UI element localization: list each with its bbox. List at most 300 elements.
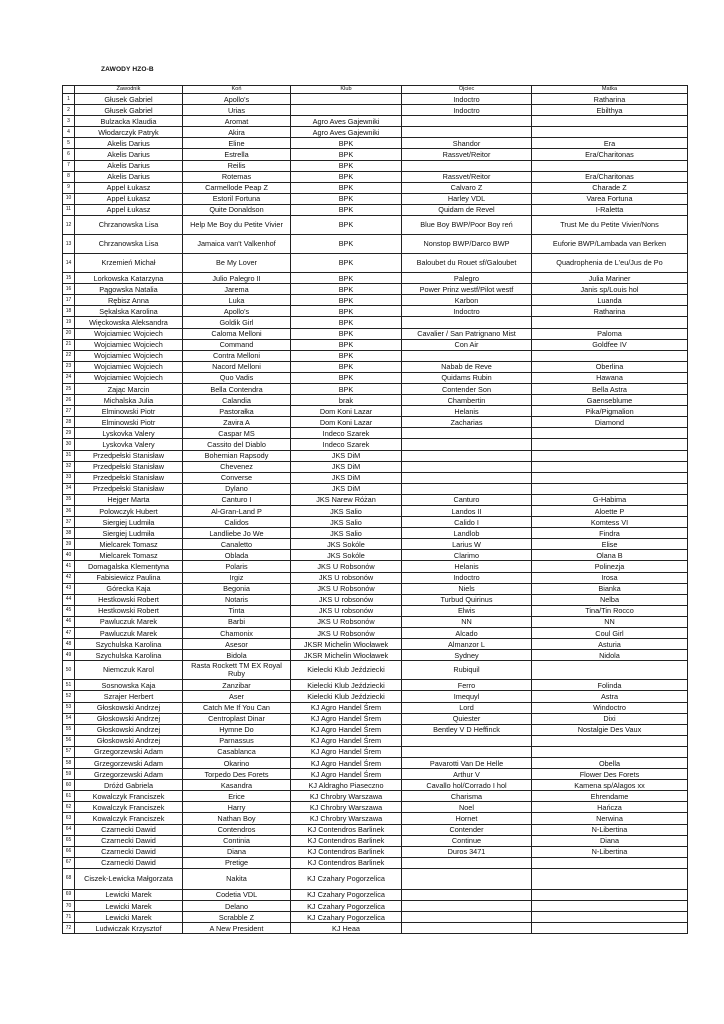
dam-name: Goldfee IV	[532, 339, 688, 350]
sire-name: Noel	[402, 802, 532, 813]
sire-name: Quiester	[402, 713, 532, 724]
sire-name: NN	[402, 616, 532, 627]
sire-name: Calido I	[402, 517, 532, 528]
sire-name	[402, 857, 532, 868]
dam-name: Hańcza	[532, 802, 688, 813]
sire-name: Bentley V D Heffinck	[402, 724, 532, 735]
dam-name: Bianka	[532, 583, 688, 594]
horse-name: Erice	[183, 791, 291, 802]
table-row	[63, 561, 688, 572]
row-number: 72	[63, 923, 75, 934]
sire-name: Indoctro	[402, 105, 532, 116]
horse-name: Harry	[183, 802, 291, 813]
sire-name: Imequyl	[402, 691, 532, 702]
table-row	[63, 417, 688, 428]
rider-name: Czarnecki Dawid	[75, 835, 183, 846]
table-row	[63, 550, 688, 561]
table-row	[63, 824, 688, 835]
dam-name	[532, 127, 688, 138]
sire-name	[402, 116, 532, 127]
rider-name: Sękalska Karolina	[75, 306, 183, 317]
dam-name: Charade Z	[532, 182, 688, 193]
horse-name: Catch Me If You Can	[183, 702, 291, 713]
club-name: Indeco Szarek	[291, 439, 402, 450]
table-row	[63, 439, 688, 450]
horse-name: Rotemas	[183, 171, 291, 182]
row-number: 24	[63, 372, 75, 383]
horse-name: Canturo I	[183, 494, 291, 505]
sire-name: Larius W	[402, 539, 532, 550]
dam-name: Luanda	[532, 295, 688, 306]
sire-name	[402, 735, 532, 746]
horse-name: Caloma Melloni	[183, 328, 291, 339]
row-number: 56	[63, 735, 75, 746]
row-number: 14	[63, 254, 75, 273]
horse-name: Reilis	[183, 160, 291, 171]
table-body	[63, 94, 688, 934]
sire-name: Niels	[402, 583, 532, 594]
club-name: JKS Salio	[291, 517, 402, 528]
row-number: 34	[63, 483, 75, 494]
rider-name: Krzemień Michał	[75, 254, 183, 273]
sire-name	[402, 428, 532, 439]
dam-name	[532, 472, 688, 483]
dam-name: Era	[532, 138, 688, 149]
table-row	[63, 639, 688, 650]
horse-name: Zanzibar	[183, 680, 291, 691]
rider-name: Hestkowski Robert	[75, 594, 183, 605]
club-name: BPK	[291, 149, 402, 160]
club-name: KJ Agro Handel Śrem	[291, 713, 402, 724]
club-name: KJ Agro Handel Śrem	[291, 746, 402, 757]
rider-name: Wojciamiec Wojciech	[75, 361, 183, 372]
dam-name: Tina/Tin Rocco	[532, 605, 688, 616]
row-number: 47	[63, 628, 75, 639]
row-number: 29	[63, 428, 75, 439]
horse-name: Estoril Fortuna	[183, 193, 291, 204]
dam-name: Oberlina	[532, 361, 688, 372]
dam-name: Irosa	[532, 572, 688, 583]
rider-name: Przedpełski Stanisław	[75, 450, 183, 461]
dam-name: Kamena sp/Alagos xx	[532, 780, 688, 791]
horse-name: Begonia	[183, 583, 291, 594]
horse-name: Asesor	[183, 639, 291, 650]
dam-name	[532, 350, 688, 361]
dam-name: Paloma	[532, 328, 688, 339]
row-number: 7	[63, 160, 75, 171]
dam-name: Bella Astra	[532, 383, 688, 394]
sire-name: Blue Boy BWP/Poor Boy reń	[402, 216, 532, 235]
dam-name: Era/Charitonas	[532, 149, 688, 160]
row-number: 16	[63, 284, 75, 295]
horse-name: Pastorałka	[183, 406, 291, 417]
dam-name: Flower Des Forets	[532, 769, 688, 780]
row-number: 53	[63, 702, 75, 713]
club-name: KJ Heaa	[291, 923, 402, 934]
sire-name: Helanis	[402, 561, 532, 572]
sire-name	[402, 350, 532, 361]
rider-name: Głoskowski Andrzej	[75, 702, 183, 713]
dam-name: Varea Fortuna	[532, 193, 688, 204]
club-name: JKS U robsonów	[291, 605, 402, 616]
dam-name: Aloette P	[532, 506, 688, 517]
dam-name: Folinda	[532, 680, 688, 691]
table-row	[63, 539, 688, 550]
rider-name: Ludwiczak Krzysztof	[75, 923, 183, 934]
table-row	[63, 572, 688, 583]
dam-name: I-Raletta	[532, 204, 688, 215]
dam-name: N-Libertina	[532, 846, 688, 857]
horse-name: Converse	[183, 472, 291, 483]
table-row	[63, 735, 688, 746]
row-number: 70	[63, 901, 75, 912]
club-name: KJ Czahary Pogorzelica	[291, 901, 402, 912]
header-zawodnik: Zawodnik	[75, 86, 183, 94]
horse-name: Calidos	[183, 517, 291, 528]
club-name: BPK	[291, 361, 402, 372]
club-name: BPK	[291, 295, 402, 306]
club-name: JKS DiM	[291, 461, 402, 472]
table-row	[63, 605, 688, 616]
club-name: KJ Chrobry Warszawa	[291, 813, 402, 824]
row-number: 35	[63, 494, 75, 505]
rider-name: Szychulska Karolina	[75, 639, 183, 650]
row-number: 71	[63, 912, 75, 923]
dam-name: Diana	[532, 835, 688, 846]
club-name: Dom Koni Lazar	[291, 417, 402, 428]
table-row	[63, 494, 688, 505]
club-name: KJ Czahary Pogorzelica	[291, 912, 402, 923]
row-number: 45	[63, 605, 75, 616]
club-name: BPK	[291, 383, 402, 394]
row-number: 10	[63, 193, 75, 204]
dam-name: Era/Charitonas	[532, 171, 688, 182]
table-row	[63, 127, 688, 138]
dam-name: Polinezja	[532, 561, 688, 572]
dam-name	[532, 868, 688, 889]
horse-name: Hymne Do	[183, 724, 291, 735]
club-name: JKS Narew Różan	[291, 494, 402, 505]
table-row	[63, 769, 688, 780]
club-name: BPK	[291, 328, 402, 339]
horse-name: Al-Gran-Land P	[183, 506, 291, 517]
rider-name: Pągowska Natalia	[75, 284, 183, 295]
horse-name: Eline	[183, 138, 291, 149]
sire-name: Arthur V	[402, 769, 532, 780]
dam-name	[532, 428, 688, 439]
sire-name: Rassvet/Reitor	[402, 171, 532, 182]
dam-name: Dixi	[532, 713, 688, 724]
row-number: 13	[63, 235, 75, 254]
sire-name	[402, 912, 532, 923]
rider-name: Lorkowska Katarzyna	[75, 273, 183, 284]
sire-name: Contender Son	[402, 383, 532, 394]
sire-name: Indoctro	[402, 94, 532, 105]
row-number: 36	[63, 506, 75, 517]
table-row	[63, 746, 688, 757]
dam-name	[532, 746, 688, 757]
dam-name	[532, 912, 688, 923]
table-row	[63, 691, 688, 702]
row-number: 61	[63, 791, 75, 802]
club-name: KJ Agro Handel Śrem	[291, 724, 402, 735]
club-name: BPK	[291, 204, 402, 215]
row-number: 54	[63, 713, 75, 724]
dam-name: NN	[532, 616, 688, 627]
table-row	[63, 193, 688, 204]
dam-name	[532, 661, 688, 680]
sire-name	[402, 483, 532, 494]
club-name: BPK	[291, 216, 402, 235]
rider-name: Więckowska Aleksandra	[75, 317, 183, 328]
club-name: Indeco Szarek	[291, 428, 402, 439]
sire-name: Indoctro	[402, 572, 532, 583]
horse-name: Be My Lover	[183, 254, 291, 273]
header-klub: Klub	[291, 86, 402, 94]
table-row	[63, 105, 688, 116]
horse-name: Aromat	[183, 116, 291, 127]
row-number: 63	[63, 813, 75, 824]
dam-name: Trust Me du Petite Vivier/Nons	[532, 216, 688, 235]
sire-name: Lord	[402, 702, 532, 713]
club-name: BPK	[291, 350, 402, 361]
sire-name: Indoctro	[402, 306, 532, 317]
row-number: 55	[63, 724, 75, 735]
row-number: 58	[63, 757, 75, 768]
rider-name: Bulzacka Klaudia	[75, 116, 183, 127]
sire-name: Almanzor L	[402, 639, 532, 650]
rider-name: Chrzanowska Lisa	[75, 216, 183, 235]
sire-name: Baloubet du Rouet sf/Galoubet	[402, 254, 532, 273]
sire-name	[402, 127, 532, 138]
horse-name: Notaris	[183, 594, 291, 605]
rider-name: Dróżd Gabriela	[75, 780, 183, 791]
horse-name: Akira	[183, 127, 291, 138]
row-number: 40	[63, 550, 75, 561]
row-number: 1	[63, 94, 75, 105]
document-title: ZAWODY HZO-B	[101, 66, 154, 73]
table-row	[63, 317, 688, 328]
rider-name: Fabisiewicz Paulina	[75, 572, 183, 583]
horse-name: Estrella	[183, 149, 291, 160]
rider-name: Czarnecki Dawid	[75, 857, 183, 868]
dam-name	[532, 857, 688, 868]
horse-name: Apollo's	[183, 94, 291, 105]
sire-name: Rubiquil	[402, 661, 532, 680]
table-row	[63, 506, 688, 517]
sire-name	[402, 889, 532, 900]
row-number: 64	[63, 824, 75, 835]
horse-name: Aser	[183, 691, 291, 702]
rider-name: Głusek Gabriel	[75, 105, 183, 116]
rider-name: Pawluczuk Marek	[75, 616, 183, 627]
dam-name: Ratharina	[532, 306, 688, 317]
rider-name: Appel Łukasz	[75, 193, 183, 204]
row-number: 67	[63, 857, 75, 868]
sire-name	[402, 868, 532, 889]
horse-name: Julio Palegro II	[183, 273, 291, 284]
row-number: 20	[63, 328, 75, 339]
table-row	[63, 594, 688, 605]
rider-name: Głoskowski Andrzej	[75, 713, 183, 724]
rider-name: Zając Marcin	[75, 383, 183, 394]
rider-name: Elminowski Piotr	[75, 417, 183, 428]
table-row	[63, 680, 688, 691]
sire-name: Karbon	[402, 295, 532, 306]
rider-name: Akelis Darius	[75, 171, 183, 182]
sire-name: Cavalier / San Patrignano Mist	[402, 328, 532, 339]
sire-name	[402, 160, 532, 171]
sire-name	[402, 472, 532, 483]
rider-name: Wojciamiec Wojciech	[75, 350, 183, 361]
table-row	[63, 406, 688, 417]
row-number: 22	[63, 350, 75, 361]
row-number: 57	[63, 746, 75, 757]
row-number: 6	[63, 149, 75, 160]
rider-name: Szrajer Herbert	[75, 691, 183, 702]
horse-name: Bella Contendra	[183, 383, 291, 394]
club-name: KJ Czahary Pogorzelica	[291, 889, 402, 900]
club-name: BPK	[291, 339, 402, 350]
rider-name: Mielcarek Tomasz	[75, 539, 183, 550]
table-row	[63, 757, 688, 768]
table-row	[63, 328, 688, 339]
rider-name: Akelis Darius	[75, 149, 183, 160]
horse-name: Help Me Boy du Petite Vivier	[183, 216, 291, 235]
club-name: KJ Czahary Pogorzelica	[291, 868, 402, 889]
dam-name	[532, 901, 688, 912]
rider-name: Lyskovka Valery	[75, 439, 183, 450]
horse-name: Nakita	[183, 868, 291, 889]
table-row	[63, 94, 688, 105]
row-number: 21	[63, 339, 75, 350]
rider-name: Akelis Darius	[75, 138, 183, 149]
rider-name: Siergiej Ludmiła	[75, 528, 183, 539]
club-name: Kielecki Klub Jeździecki	[291, 691, 402, 702]
club-name: KJ Agro Handel Śrem	[291, 769, 402, 780]
row-number: 32	[63, 461, 75, 472]
rider-name: Rębisz Anna	[75, 295, 183, 306]
dam-name: Asturia	[532, 639, 688, 650]
club-name: BPK	[291, 235, 402, 254]
sire-name: Cavallo hol/Corrado I hol	[402, 780, 532, 791]
sire-name: Clarimo	[402, 550, 532, 561]
horse-name: Caspar MS	[183, 428, 291, 439]
dam-name: Nidola	[532, 650, 688, 661]
club-name: BPK	[291, 171, 402, 182]
row-number: 25	[63, 383, 75, 394]
sire-name: Shandor	[402, 138, 532, 149]
sire-name: Nonstop BWP/Darco BWP	[402, 235, 532, 254]
horse-name: Torpedo Des Forets	[183, 769, 291, 780]
row-number: 18	[63, 306, 75, 317]
row-number: 42	[63, 572, 75, 583]
dam-name	[532, 461, 688, 472]
rider-name: Michalska Julia	[75, 395, 183, 406]
dam-name: Nelba	[532, 594, 688, 605]
horse-name: Kasandra	[183, 780, 291, 791]
horse-name: Delano	[183, 901, 291, 912]
club-name: Kielecki Klub Jeździecki	[291, 680, 402, 691]
sire-name: Quidams Rubin	[402, 372, 532, 383]
sire-name: Contender	[402, 824, 532, 835]
club-name: JKS DiM	[291, 472, 402, 483]
dam-name	[532, 439, 688, 450]
horse-name: Calandia	[183, 395, 291, 406]
dam-name: Ratharina	[532, 94, 688, 105]
club-name: KJ Contendros Barlinek	[291, 835, 402, 846]
table-row	[63, 361, 688, 372]
dam-name: Findra	[532, 528, 688, 539]
rider-name: Przedpełski Stanisław	[75, 461, 183, 472]
table-row	[63, 149, 688, 160]
club-name: JKS Sokóle	[291, 539, 402, 550]
row-number: 39	[63, 539, 75, 550]
rider-name: Domagalska Klementyna	[75, 561, 183, 572]
sire-name: Continue	[402, 835, 532, 846]
rider-name: Przedpełski Stanisław	[75, 483, 183, 494]
horse-name: Scrabble Z	[183, 912, 291, 923]
club-name: Agro Aves Gajewniki	[291, 127, 402, 138]
row-number: 33	[63, 472, 75, 483]
club-name: JKSR Michelin Włocławek	[291, 650, 402, 661]
sire-name: Quidam de Revel	[402, 204, 532, 215]
row-number: 60	[63, 780, 75, 791]
dam-name: Astra	[532, 691, 688, 702]
dam-name	[532, 889, 688, 900]
club-name: KJ Contendros Barlinek	[291, 846, 402, 857]
club-name: JKS U Robsonów	[291, 616, 402, 627]
club-name: KJ Chrobry Warszawa	[291, 791, 402, 802]
sire-name: Alcado	[402, 628, 532, 639]
dam-name: Ebilthya	[532, 105, 688, 116]
sire-name: Rassvet/Reitor	[402, 149, 532, 160]
club-name: JKS U robsonów	[291, 594, 402, 605]
dam-name	[532, 317, 688, 328]
row-number: 48	[63, 639, 75, 650]
club-name: KJ Contendros Barlinek	[291, 857, 402, 868]
sire-name: Calvaro Z	[402, 182, 532, 193]
sire-name: Sydney	[402, 650, 532, 661]
horse-name: Centroplast Dinar	[183, 713, 291, 724]
table-row	[63, 254, 688, 273]
club-name: JKSR Michelin Włocławek	[291, 639, 402, 650]
table-row	[63, 182, 688, 193]
table-row	[63, 295, 688, 306]
rider-name: Szychulska Karolina	[75, 650, 183, 661]
club-name: JKS U Robsonów	[291, 583, 402, 594]
dam-name	[532, 160, 688, 171]
club-name: BPK	[291, 317, 402, 328]
dam-name: Olana B	[532, 550, 688, 561]
row-number: 23	[63, 361, 75, 372]
row-number: 30	[63, 439, 75, 450]
sire-name: Ferro	[402, 680, 532, 691]
row-number: 26	[63, 395, 75, 406]
row-number: 31	[63, 450, 75, 461]
club-name	[291, 94, 402, 105]
sire-name: Power Prinz westf/Pilot westf	[402, 284, 532, 295]
entries-table	[62, 85, 688, 934]
club-name: JKS DiM	[291, 450, 402, 461]
horse-name: Nathan Boy	[183, 813, 291, 824]
dam-name: Quadrophenia de L'eu/Jus de Po	[532, 254, 688, 273]
club-name: BPK	[291, 193, 402, 204]
rider-name: Wojciamiec Wojciech	[75, 339, 183, 350]
dam-name: Obella	[532, 757, 688, 768]
table-row	[63, 868, 688, 889]
horse-name: Bidola	[183, 650, 291, 661]
